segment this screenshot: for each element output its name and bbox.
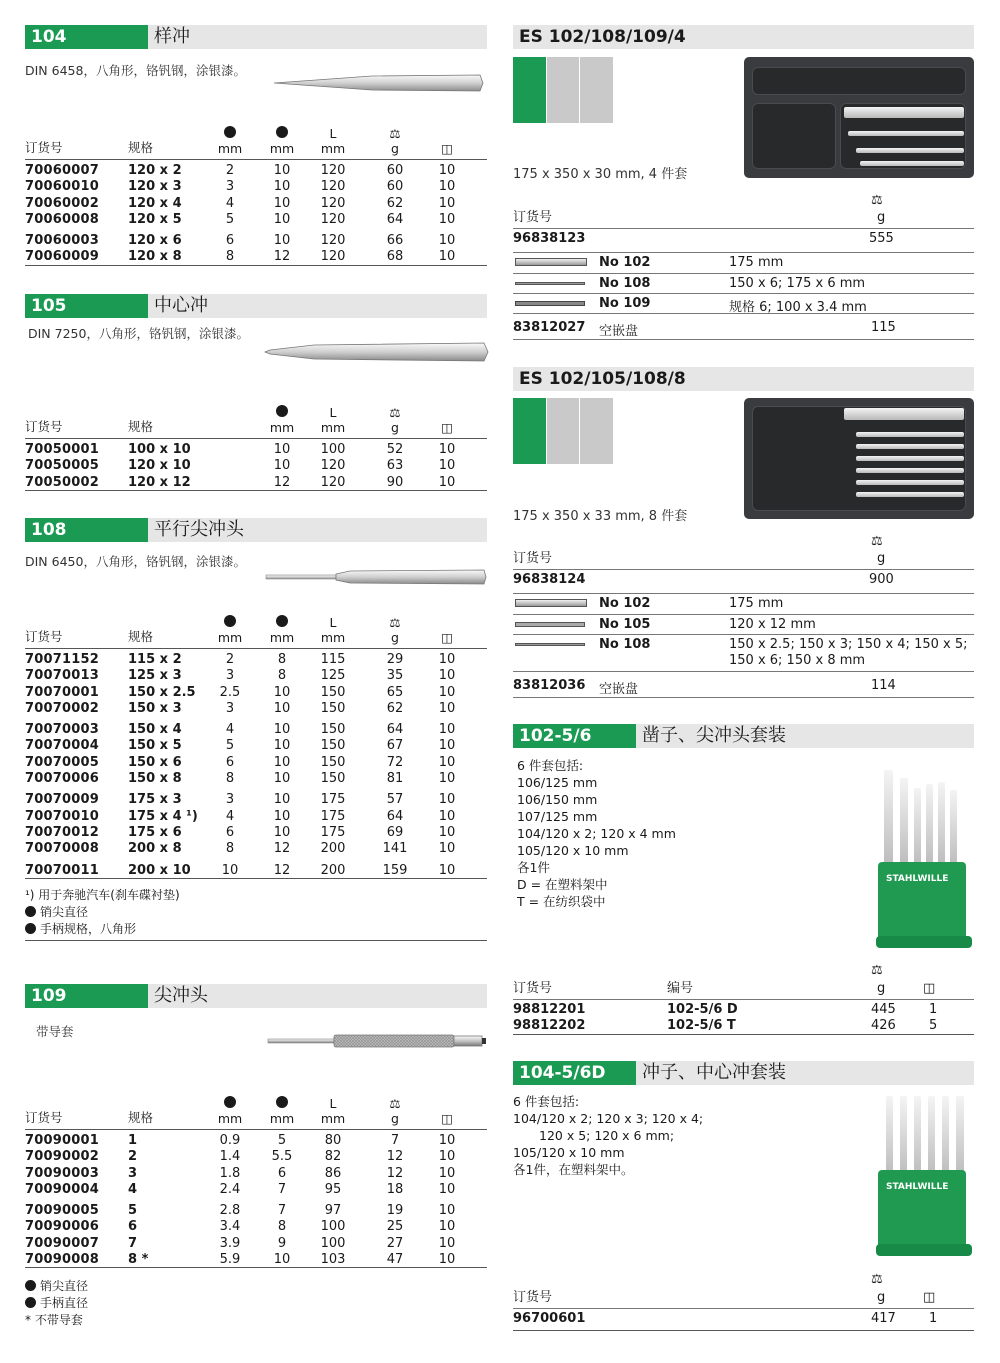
table-row: 70090008 8 * 5.9 10 103 47 10	[25, 1252, 487, 1268]
section-number: 102-5/6	[513, 724, 636, 748]
section-title: 平行尖冲头	[154, 519, 244, 540]
tool-tray-image-4	[744, 57, 974, 178]
col-number: 编号	[667, 981, 694, 996]
table-row: 70071152 115 x 2 2 8 115 29 10	[25, 652, 456, 667]
col-weight-g: g	[391, 630, 399, 645]
section-108-header	[25, 518, 487, 542]
box-icon: ◫	[441, 420, 453, 435]
tip-diameter-icon	[210, 615, 250, 630]
list-item: No 102 175 mm	[513, 594, 974, 615]
col-spec: 规格	[128, 629, 154, 644]
tray-label: 空嵌盘	[599, 324, 639, 339]
footnote: ¹) 用于奔驰汽车(刹车碟衬垫)	[25, 888, 180, 902]
legend-handle: 手柄规格，八角形	[25, 921, 487, 938]
handle-diameter-icon	[262, 126, 302, 141]
section-number: 108	[25, 518, 148, 542]
chisel-icon	[515, 258, 587, 266]
length-label: L	[329, 126, 337, 141]
table-row: 70070004 150 x 5 5 10 150 67 10	[25, 738, 456, 754]
box-icon: ◫	[923, 981, 936, 996]
section-number: 109	[25, 984, 148, 1008]
table-body	[25, 439, 487, 491]
tool-tray-image-8	[744, 398, 974, 519]
pin-punch-with-guide-image	[266, 1032, 488, 1050]
section-108-notes	[25, 887, 487, 941]
section-title: 凿子、尖冲头套装	[642, 725, 786, 746]
order-code: 96838123	[513, 231, 586, 246]
table-row: 70090004 4 2.4 7 95 18 10	[25, 1181, 456, 1197]
table-row: 70070006 150 x 8 8 10 150 81 10	[25, 771, 456, 787]
section-105-header	[25, 294, 487, 318]
list-item: No 108 150 x 2.5; 150 x 3; 150 x 4; 150 x 5; 150 x 6; 150 x 8 mm	[513, 635, 974, 672]
tray-label: 空嵌盘	[599, 682, 639, 697]
scale-icon: ⚖	[389, 1096, 401, 1111]
section-number: 104	[25, 25, 148, 49]
dot-icon	[25, 923, 36, 934]
table-row: 70070013 125 x 3 3 8 125 35 10	[25, 668, 456, 684]
legend-handle: 手柄直径	[25, 1295, 487, 1312]
pin-punch-icon	[515, 643, 585, 646]
section-105-description: DIN 7250，八角形，铬钒钢，涂银漆。	[28, 326, 249, 341]
col-spec: 规格	[128, 140, 154, 155]
table-row: 70090003 3 1.8 6 86 12 10	[25, 1165, 456, 1181]
col-weight-g: g	[877, 1290, 886, 1305]
table-108	[25, 611, 487, 879]
table-body	[25, 1130, 487, 1268]
table-row: 70070001 150 x 2.5 2.5 10 150 65 10	[25, 684, 456, 700]
weight-value: 900	[869, 572, 894, 587]
list-item: No 108 150 x 6; 175 x 6 mm	[513, 274, 974, 294]
table-header	[25, 1092, 487, 1130]
es4-table	[513, 192, 974, 340]
es8-dimensions: 175 x 350 x 33 mm, 8 件套	[513, 509, 688, 524]
color-swatch	[513, 57, 613, 123]
set-contents-102: 6 件套包括: 106/125 mm 106/150 mm 107/125 mm 104/120 x 2; 120 x 4 mm 105/120 x 10 mm 各1件 D = 在塑料架中 T = 在纺织袋中	[517, 758, 676, 909]
pin-punch-icon	[515, 282, 585, 285]
table-row: 70070002 150 x 3 3 10 150 62 10	[25, 700, 456, 716]
scale-icon: ⚖	[871, 1272, 883, 1287]
legend-tip: 销尖直径	[25, 1278, 487, 1295]
center-punch-image	[272, 73, 484, 93]
handle-diameter-icon	[262, 1096, 302, 1111]
length-label: L	[329, 1096, 337, 1111]
section-102-5-6-header	[513, 724, 974, 748]
scale-icon: ⚖	[871, 534, 883, 549]
es4-dimensions: 175 x 350 x 30 mm, 4 件套	[513, 167, 688, 182]
section-104-description: DIN 6458，八角形，铬钒钢，涂银漆。	[25, 63, 246, 78]
length-label: L	[329, 615, 337, 630]
table-105	[25, 401, 487, 491]
color-swatch	[513, 398, 613, 464]
section-109-description: 带导套	[36, 1024, 74, 1039]
scale-icon: ⚖	[389, 405, 401, 420]
section-title: 尖冲头	[154, 985, 208, 1006]
col-length-mm: mm	[320, 141, 346, 156]
weight-value: 555	[869, 231, 894, 246]
tip-diameter-icon	[210, 1096, 250, 1111]
table-row: 70090007 7 3.9 9 100 27 10	[25, 1235, 456, 1251]
es4-title: ES 102/108/109/4	[519, 27, 686, 47]
center-punch-icon	[515, 622, 585, 627]
scale-icon: ⚖	[389, 126, 401, 141]
handle-diameter-icon	[262, 615, 302, 630]
list-item: No 102 175 mm	[513, 253, 974, 274]
col-handle-mm: mm	[269, 630, 295, 645]
table-row: 70070003 150 x 4 4 10 150 64 10	[25, 722, 456, 738]
tool-stand-image-102	[876, 766, 972, 950]
col-handle-mm: mm	[269, 1111, 295, 1126]
col-handle-mm: mm	[269, 141, 295, 156]
col-order-no: 订货号	[25, 1110, 63, 1125]
col-tip-mm: mm	[217, 141, 243, 156]
table-row: 70090001 1 0.9 5 80 7 10	[25, 1133, 456, 1148]
legend-tip: 销尖直径	[25, 904, 487, 921]
table-row: 70050002 120 x 12 12 120 90 10	[25, 475, 487, 491]
table-header	[25, 122, 487, 160]
dot-icon	[25, 906, 36, 917]
table-109	[25, 1092, 487, 1268]
section-number: 105	[25, 294, 148, 318]
table-row: 70070008 200 x 8 8 12 200 141 10	[25, 841, 456, 857]
col-length-mm: mm	[320, 420, 346, 435]
tray-weight: 114	[871, 678, 896, 693]
col-weight-g: g	[877, 981, 886, 996]
tray-code: 83812027	[513, 320, 586, 335]
center-punch-image	[264, 341, 490, 363]
table-body	[25, 649, 487, 879]
col-spec: 规格	[128, 1110, 154, 1125]
scale-icon: ⚖	[871, 193, 883, 208]
tray-weight: 115	[871, 320, 896, 335]
es4-header	[513, 25, 974, 49]
col-weight-g: g	[391, 1111, 399, 1126]
col-order-no: 订货号	[513, 210, 553, 225]
section-104-header	[25, 25, 487, 49]
list-item: No 109 规格 6; 100 x 3.4 mm	[513, 294, 974, 314]
table-104	[25, 122, 487, 266]
table-row: 96700601 417 1	[513, 1309, 974, 1331]
section-number: 104-5/6D	[513, 1061, 636, 1085]
col-weight-g: g	[877, 551, 886, 566]
table-header	[25, 611, 487, 649]
table-row: 70060008 120 x 5 5 10 120 64 10	[25, 211, 456, 227]
col-order-no: 订货号	[25, 629, 63, 644]
table-row: 70090005 5 2.8 7 97 19 10	[25, 1203, 456, 1219]
dot-icon	[25, 1280, 36, 1291]
handle-diameter-icon	[262, 405, 302, 420]
col-spec: 规格	[128, 419, 154, 434]
col-order-no: 订货号	[513, 551, 553, 566]
col-handle-mm: mm	[269, 420, 295, 435]
section-title: 中心冲	[154, 295, 208, 316]
table-row: 70070012 175 x 6 6 10 175 69 10	[25, 824, 456, 840]
es8-header	[513, 367, 974, 391]
table-header	[25, 401, 487, 439]
scale-icon: ⚖	[871, 963, 883, 978]
dot-icon	[25, 1297, 36, 1308]
col-weight-g: g	[391, 420, 399, 435]
table-row: 70090006 6 3.4 8 100 25 10	[25, 1219, 456, 1235]
table-row: 70090002 2 1.4 5.5 82 12 10	[25, 1149, 456, 1165]
box-icon: ◫	[923, 1290, 936, 1305]
table-row: 70070011 200 x 10 10 12 200 159 10	[25, 863, 487, 879]
es8-table	[513, 533, 974, 698]
chisel-icon	[515, 599, 587, 607]
col-length-mm: mm	[320, 630, 346, 645]
brand-label: STAHLWILLE	[886, 1182, 949, 1192]
table-row: 70060002 120 x 4 4 10 120 62 10	[25, 195, 456, 211]
table-row: 70070009 175 x 3 3 10 175 57 10	[25, 792, 456, 808]
box-icon: ◫	[441, 141, 453, 156]
box-icon: ◫	[441, 630, 453, 645]
tip-diameter-icon	[210, 126, 250, 141]
section-title: 冲子、中心冲套装	[642, 1062, 786, 1083]
section-108-description: DIN 6450，八角形，铬钒钢，涂银漆。	[25, 554, 246, 569]
length-label: L	[329, 405, 337, 420]
tool-stand-image-104	[876, 1094, 972, 1260]
table-row: 70050001 100 x 10 10 100 52 10	[25, 442, 456, 457]
col-weight-g: g	[877, 210, 886, 225]
pin-punch-image	[264, 568, 488, 586]
set-contents-104: 6 件套包括: 104/120 x 2; 120 x 3; 120 x 4; 120 x 5; 120 x 6 mm; 105/120 x 10 mm 各1件，在塑料架中。	[513, 1094, 704, 1177]
list-item: No 105 120 x 12 mm	[513, 615, 974, 635]
set-102-table: 订货号 编号 ⚖ g ◫ 98812201 102-5/6 D 445 1 98812202 102-5/6 T 426 5	[513, 962, 974, 1035]
box-icon: ◫	[441, 1111, 453, 1126]
col-length-mm: mm	[320, 1111, 346, 1126]
section-109-header	[25, 984, 487, 1008]
table-row: 70060010 120 x 3 3 10 120 60 10	[25, 179, 456, 195]
table-row: 70060009 120 x 8 8 12 120 68 10	[25, 249, 487, 265]
table-row: 70050005 120 x 10 10 120 63 10	[25, 458, 456, 474]
order-code: 96838124	[513, 572, 586, 587]
col-tip-mm: mm	[217, 1111, 243, 1126]
table-body	[25, 160, 487, 266]
col-order-no: 订货号	[25, 140, 63, 155]
table-row: 70070005 150 x 6 6 10 150 72 10	[25, 754, 456, 770]
footnote: * 不带导套	[25, 1313, 83, 1327]
section-title: 样冲	[154, 26, 190, 47]
es8-title: ES 102/105/108/8	[519, 369, 686, 389]
tray-code: 83812036	[513, 678, 586, 693]
table-row: 70060007 120 x 2 2 10 120 60 10	[25, 163, 456, 178]
col-order-no: 订货号	[513, 981, 553, 996]
col-order-no: 订货号	[513, 1290, 553, 1305]
guided-punch-icon	[515, 301, 585, 306]
col-order-no: 订货号	[25, 419, 63, 434]
table-row: 70070010 175 x 4 ¹) 4 10 175 64 10	[25, 808, 456, 824]
set-104-table	[513, 1271, 974, 1331]
brand-label: STAHLWILLE	[886, 874, 949, 884]
col-weight-g: g	[391, 141, 399, 156]
section-109-notes	[25, 1278, 487, 1329]
col-tip-mm: mm	[217, 630, 243, 645]
section-104-5-6d-header	[513, 1061, 974, 1085]
scale-icon: ⚖	[389, 615, 401, 630]
table-row: 70060003 120 x 6 6 10 120 66 10	[25, 233, 456, 249]
